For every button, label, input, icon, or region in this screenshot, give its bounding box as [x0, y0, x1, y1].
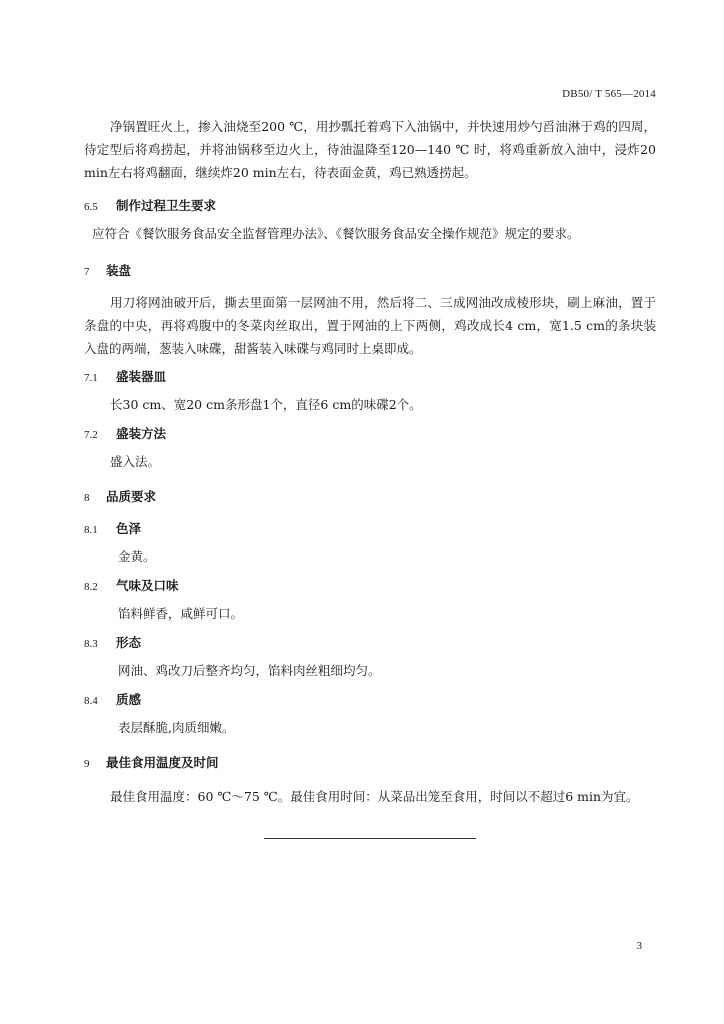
standard-code: DB50/ T 565—2014: [562, 88, 656, 100]
paragraph-7-1: 长30 cm、宽20 cm条形盘1个，直径6 cm的味碟2个。: [110, 397, 422, 412]
heading-7: [84, 261, 656, 279]
heading-number: 7.2: [84, 429, 98, 441]
heading-number: 8.4: [84, 695, 98, 707]
page-number: 3: [636, 940, 642, 952]
heading-title: 形态: [116, 635, 142, 650]
heading-title: 盛装器皿: [116, 369, 167, 384]
end-of-document-rule: [264, 838, 476, 839]
heading-number: 8.2: [84, 581, 98, 593]
heading-title: 盛装方法: [116, 426, 167, 441]
heading-title: 气味及口味: [116, 578, 179, 593]
heading-7-2: [84, 424, 656, 442]
paragraph-7: 用刀将网油破开后，撕去里面第一层网油不用，然后将二、三成网油改成棱形块，刷上麻油，置于条盘的中央，再将鸡腹中的冬菜肉丝取出，置于网油的上下两侧，鸡改成长4 cm，宽1.5 cm的条块装入盘的两端，葱装入味碟，甜酱装入味碟与鸡同时上桌即成。: [84, 295, 656, 356]
heading-title: 品质要求: [106, 489, 157, 504]
heading-7-1: [84, 367, 656, 385]
heading-8-2: [84, 576, 656, 594]
intro-paragraph: 净锅置旺火上，掺入油烧至200 ℃，用抄瓢托着鸡下入油锅中，并快速用炒勺舀油淋于鸡的四周，待定型后将鸡捞起，并将油锅移至边火上，待油温降至120—140 ℃ 时，将鸡重新放入油中，浸炸20 min左右将鸡翻面，继续炸20 min左右，待表面金黄，鸡已熟透捞起。: [84, 119, 656, 180]
heading-number: 8.3: [84, 638, 98, 650]
paragraph-8-2: 馅料鲜香，咸鲜可口。: [118, 606, 244, 621]
heading-8-3: [84, 633, 656, 651]
heading-title: 制作过程卫生要求: [116, 198, 217, 213]
heading-6-5: [84, 196, 656, 214]
paragraph-7-2: 盛入法。: [110, 454, 161, 469]
paragraph-9: 最佳食用温度：60 ℃～75 ℃。最佳食用时间：从菜品出笼至食用，时间以不超过6 min为宜。: [110, 789, 639, 804]
heading-number: 6.5: [84, 201, 98, 213]
heading-title: 装盘: [106, 263, 132, 278]
heading-number: 9: [84, 758, 90, 770]
heading-title: 色泽: [116, 521, 142, 536]
paragraph-8-3: 网油、鸡改刀后整齐均匀，馅料肉丝粗细均匀。: [118, 663, 381, 678]
heading-number: 7.1: [84, 372, 98, 384]
heading-8-4: [84, 690, 656, 708]
heading-title: 最佳食用温度及时间: [106, 755, 219, 770]
paragraph-8-1: 金黄。: [118, 549, 156, 564]
heading-number: 7: [84, 266, 90, 278]
heading-number: 8.1: [84, 524, 98, 536]
heading-8-1: [84, 519, 656, 537]
heading-number: 8: [84, 492, 90, 504]
paragraph-8-4: 表层酥脆,肉质细嫩。: [118, 720, 235, 735]
document-body: [84, 115, 656, 808]
heading-8: [84, 487, 656, 505]
heading-title: 质感: [116, 692, 142, 707]
heading-9: [84, 753, 656, 771]
paragraph-6-5: 应符合《餐饮服务食品安全监督管理办法》、《餐饮服务食品安全操作规范》规定的要求。: [92, 226, 580, 241]
